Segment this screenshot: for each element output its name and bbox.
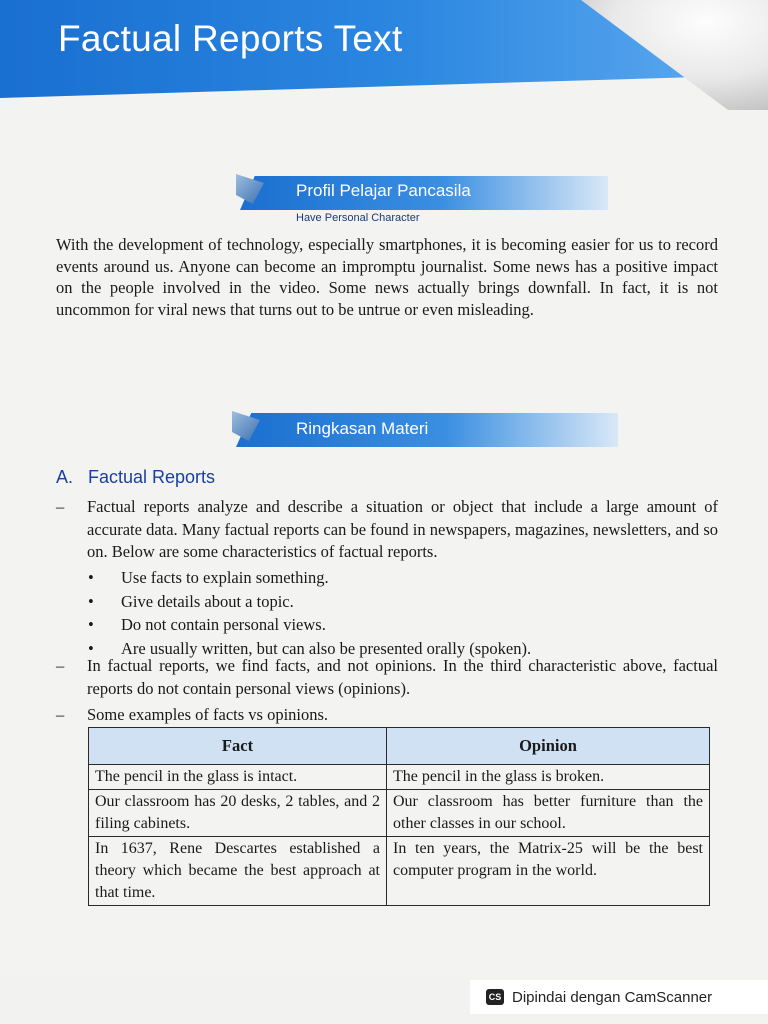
section-title: Factual Reports xyxy=(88,467,216,487)
section-letter: A. xyxy=(56,467,74,487)
opinion-cell: The pencil in the glass is broken. xyxy=(387,765,710,790)
dash-item-text: Some examples of facts vs opinions. xyxy=(87,705,329,724)
intro-paragraph: With the development of technology, especially smartphones, it is becoming easier for us to record events around us. Anyone can become an impromptu journalist. Some news has a positive impact on the people involved in the video. Some news actually brings downfall. In fact, it is not uncommon for viral news that turns out to be untrue or even misleading. xyxy=(56,235,718,319)
fact-cell: In 1637, Rene Descartes established a theory which became the best approach at that time. xyxy=(89,837,387,906)
opinion-cell: Our classroom has better furniture than the other classes in our school. xyxy=(387,790,710,837)
dash-item-1 xyxy=(56,496,718,564)
fact-cell: The pencil in the glass is intact. xyxy=(89,765,387,790)
dash-marker: – xyxy=(56,497,65,516)
bullet-item xyxy=(88,590,688,614)
bullet-text: Are usually written, but can also be presented orally (spoken). xyxy=(121,638,532,658)
dash-marker: – xyxy=(56,705,65,724)
dash-marker: – xyxy=(56,656,65,675)
bullet-list xyxy=(88,566,688,660)
camscanner-icon: CS xyxy=(486,989,504,1005)
bullet-item xyxy=(88,566,688,590)
header-fact: Fact xyxy=(89,728,387,765)
camscanner-watermark xyxy=(470,980,768,1014)
bullet-text: Use facts to explain something. xyxy=(121,568,329,587)
bullet-dot: • xyxy=(88,638,94,658)
bullet-dot: • xyxy=(88,615,94,634)
bullet-dot: • xyxy=(88,591,94,611)
table-row xyxy=(89,790,710,837)
fact-cell: Our classroom has 20 desks, 2 tables, and 2 filing cabinets. xyxy=(89,790,387,837)
subcaption: Have Personal Character xyxy=(296,212,420,224)
dash-item-2 xyxy=(56,655,718,700)
header-opinion: Opinion xyxy=(387,728,710,765)
opinion-cell: In ten years, the Matrix-25 will be the best computer program in the world. xyxy=(387,837,710,906)
dash-item-text: Factual reports analyze and describe a situation or object that include a large amount of accurate data. Many factual reports can be found in newspapers, magazines, newsletters, and so on. Below are some characteristics of factual reports. xyxy=(87,497,718,561)
facts-vs-opinions-table xyxy=(88,727,710,906)
section-heading xyxy=(56,467,215,488)
table-row xyxy=(89,765,710,790)
ribbon-label-profil: Profil Pelajar Pancasila xyxy=(296,181,471,200)
bullet-text: Give details about a topic. xyxy=(121,591,294,611)
table-header-row xyxy=(89,728,710,765)
dash-item-text: In factual reports, we find facts, and not opinions. In the third characteristic above, factual reports do not contain personal views (opinions). xyxy=(87,656,718,698)
ribbon-label-ringkasan: Ringkasan Materi xyxy=(296,419,429,438)
camscanner-label: Dipindai dengan CamScanner xyxy=(512,988,713,1006)
page-title: Factual Reports Text xyxy=(58,18,403,59)
bullet-item xyxy=(88,613,688,637)
dash-item-3 xyxy=(56,704,718,727)
bullet-dot: • xyxy=(88,568,94,587)
table-row xyxy=(89,837,710,906)
bullet-text: Do not contain personal views. xyxy=(121,615,326,634)
